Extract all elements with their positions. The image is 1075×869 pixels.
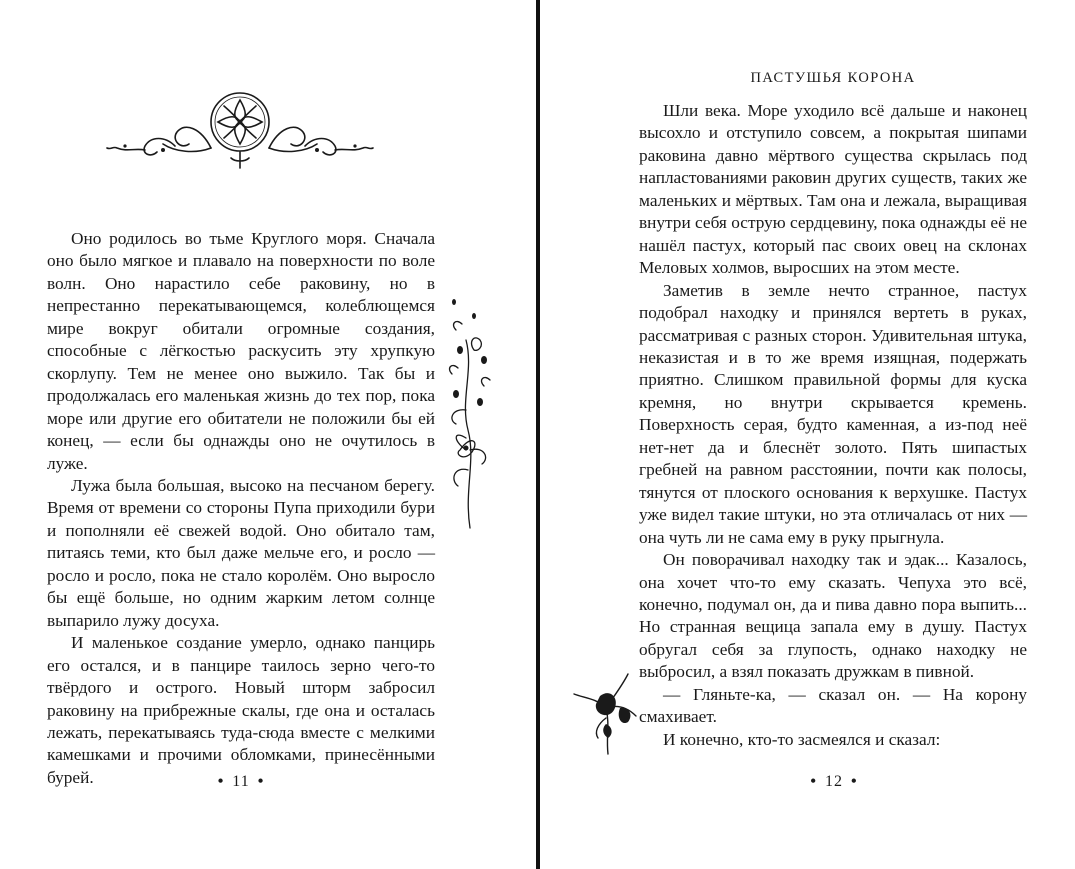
paragraph: — Гляньте-ка, — сказал он. — На корону смахивает. <box>639 684 1027 727</box>
thistle-sprig-illustration-icon <box>570 668 640 756</box>
page-number-value: 11 <box>232 773 250 790</box>
paragraph: Лужа была большая, высоко на песчаном берегу. Время от времени со стороны Пупа приходили бури и пополняли её свежей водой. Оно обитало там, питаясь теми, кто был даже мельче его, и росло — росло и росло, пока не стало королём. Оно выросло бы ещё больше, но одним жарким летом солнце выпарило лужу досуха. <box>47 475 435 630</box>
left-page-text <box>47 228 435 789</box>
paragraph: И конечно, кто-то засмеялся и сказал: <box>663 729 941 749</box>
paragraph: Оно родилось во тьме Круглого моря. Сначала оно было мягкое и плавало на поверхности по воле волн. Оно нарастило себе раковину, но в непрестанно перекатывающемся, колеблющемся мире вокруг обитали огромные создания, способные с лёгкостью раскусить эту хрупкую скорлупу. Тем не менее оно выжило. Так бы и продолжалась его маленькая жизнь до тех пор, пока море или другие его обитатели не положили бы ей конец, — если бы однажды оно не очутилось в луже. <box>47 229 435 473</box>
paragraph: Шли века. Море уходило всё дальше и наконец высохло и отступило совсем, а покрытая шипами раковина давно мёртвого существа скрылась под напластованиями раковин других существ, таких же маленьких и мёртвых. Там она и лежала, выращивая внутри себя острую сердцевину, пока однажды её не нашёл пастух, который пас своих овец на склонах Меловых холмов, выросших на этом месте. <box>639 101 1027 278</box>
flower-vine-illustration-icon <box>440 290 500 530</box>
paragraph: Он поворачивал находку так и эдак... Казалось, она хочет что-то ему сказать. Чепуха это всё, конечно, подумал он, да и пива давно пора выпить... Но странная вещица запала ему в душу. Пастух обругал себя за глупость, однако находку не выбросил, а взял показать дружкам в пивной. <box>639 550 1027 682</box>
page-number-bullet: • <box>257 773 265 790</box>
paragraph: И маленькое создание умерло, однако панцирь его остался, и в панцире таилось зерно чего-то твёрдого и острого. Новый шторм забросил раковину на прибрежные скалы, где она и осталась лежать, перекатываясь туда-сюда вместе с мелкими камешками и прочими обломками, принесёнными бурей. <box>47 633 435 787</box>
page-number-right <box>774 773 894 791</box>
page-number-bullet: • <box>851 773 858 790</box>
paragraph: Заметив в земле нечто странное, пастух подобрал находку и принялся вертеть в руках, рассматривая с разных сторон. Удивительная штука, неказистая и в то же время изящная, подержать приятно. Слишком правильной формы для куска кремня, но внутри скрывается кремень. Поверхность серая, будто каменная, а из-под неё нет-нет да и блеснёт золото. Пять шипастых гребней на равном расстоянии, почти как полосы, тянутся от плоского основания к верхушке. Пастух уже видел такие штуки, но эта отличалась от них — она чуть ли не сама ему в руку прыгнула. <box>639 280 1027 547</box>
right-page-text <box>639 100 1027 751</box>
page-number-bullet: • <box>810 773 817 790</box>
running-head: ПАСТУШЬЯ КОРОНА <box>750 70 916 86</box>
page-number-value: 12 <box>825 773 843 790</box>
floral-headpiece-ornament-icon <box>105 88 375 173</box>
page-number-bullet: • <box>217 773 225 790</box>
page-number-left <box>181 773 301 791</box>
